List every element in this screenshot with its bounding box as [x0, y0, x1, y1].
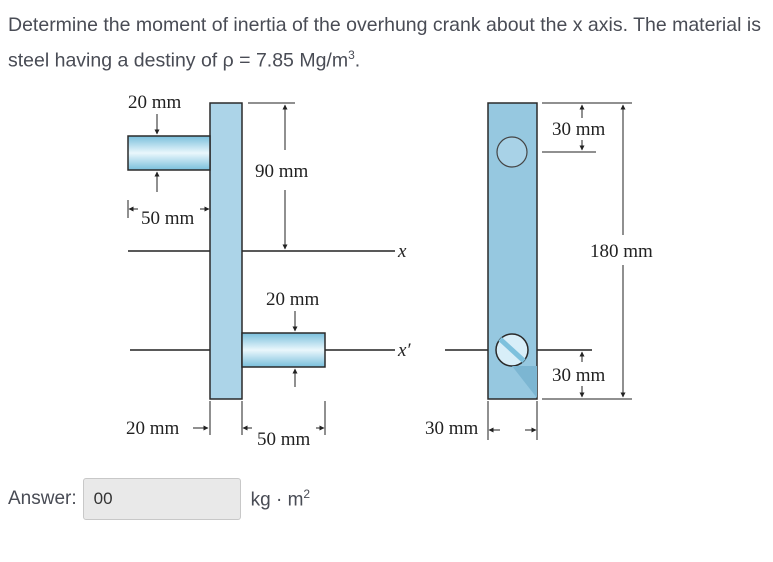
- dim-30mm-bottom: 30 mm: [552, 365, 606, 386]
- dim-20mm-pin: 20 mm: [266, 289, 320, 310]
- x-axis-label: x: [398, 241, 407, 262]
- x-prime-axis-label: x′: [398, 340, 411, 361]
- answer-unit-text: kg · m: [250, 489, 304, 511]
- answer-input[interactable]: 00: [83, 478, 241, 520]
- dim-30mm-top: 30 mm: [552, 119, 606, 140]
- shaft-hole-circle: [497, 137, 527, 167]
- dim-20mm-plate: 20 mm: [126, 418, 180, 439]
- dim-90mm: 90 mm: [255, 161, 309, 182]
- question-exponent: 3: [348, 48, 355, 62]
- question-body: Determine the moment of inertia of the overhung crank about the x axis. The material is steel having a destiny of ρ = 7.85 Mg/m: [8, 14, 761, 72]
- dim-30mm-width: 30 mm: [425, 418, 479, 439]
- upper-shaft: [128, 136, 210, 170]
- crank-pin: [242, 333, 325, 367]
- question-suffix: .: [354, 49, 361, 72]
- dim-180mm: 180 mm: [590, 241, 653, 262]
- crank-plate-side: [210, 103, 242, 399]
- answer-row: [8, 476, 310, 522]
- answer-unit: [251, 487, 310, 511]
- dim-50mm-shaft: 50 mm: [141, 208, 195, 229]
- answer-label: Answer:: [8, 488, 77, 509]
- dim-50mm-pin: 50 mm: [257, 429, 311, 450]
- dim-20mm-shaft: 20 mm: [128, 92, 182, 113]
- front-view: [425, 103, 653, 440]
- side-view: [126, 92, 411, 450]
- answer-unit-exponent: 2: [303, 486, 311, 501]
